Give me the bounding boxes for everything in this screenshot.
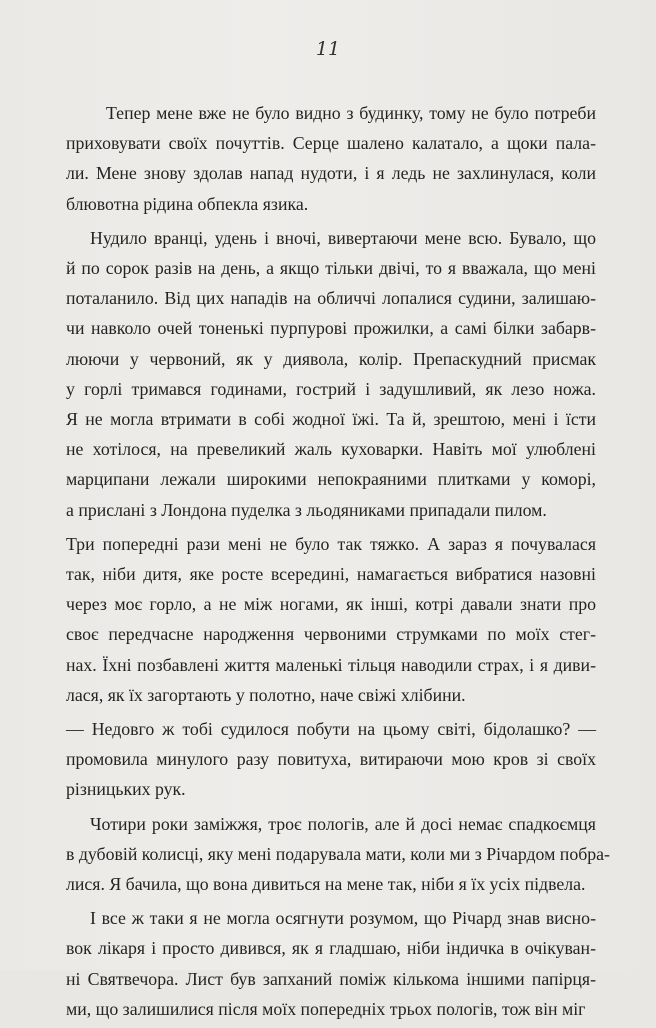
- text-line: промовила минулого разу повитуха, витираючи мою кров зі своїх: [66, 749, 596, 770]
- text-line: ми, що залишилися після моїх попередніх трьох пологів, тож він міг: [66, 998, 586, 1019]
- text-line: Нудило вранці, удень і вночі, вивертаючи мене всю. Бувало, що: [90, 227, 596, 248]
- text-line: нах. Їхні позбавлені життя маленькі тільця наводили страх, і я диви-: [66, 654, 596, 675]
- text-line: Три попередні рази мені не було так тяжко. А зараз я почувалася: [66, 533, 596, 554]
- text-line: марципани лежали широкими непокраяними плитками у коморі,: [66, 469, 596, 490]
- text-line: й по сорок разів на день, а якщо тільки двічі, то я вважала, що мені: [66, 258, 596, 279]
- paragraph: [66, 809, 610, 900]
- text-line: — Недовго ж тобі судилося побути на цьому світі, бідолашко? —: [66, 719, 596, 740]
- text-line: а прислані з Лондона пуделка з льодяниками припадали пилом.: [66, 499, 547, 520]
- text-line: через моє горло, а не між ногами, як інші, котрі давали знати про: [66, 594, 596, 615]
- paragraph: [66, 223, 596, 525]
- paragraph: [66, 529, 596, 710]
- text-line: блювотна рідина обпекла язика.: [66, 193, 309, 214]
- text-line: ні Святвечора. Лист був запханий поміж кількома іншими папірця-: [66, 968, 596, 989]
- text-line: І все ж таки я не могла осягнути розумом, що Річард знав висно-: [90, 908, 596, 929]
- text-line: ли. Мене знову здолав напад нудоти, і я ледь не захлинулася, коли: [66, 163, 596, 184]
- page-text: [66, 98, 610, 1028]
- paragraph: [66, 714, 596, 805]
- text-line: різницьких рук.: [66, 779, 186, 800]
- text-line: поталанило. Від цих нападів на обличчі лопалися судини, залишаю-: [66, 288, 596, 309]
- text-line: своє передчасне народження червоними струмками по моїх стег-: [66, 624, 596, 645]
- text-line: приховувати своїх почуттів. Серце шалено калатало, а щоки пала-: [66, 133, 596, 154]
- text-line: лася, як їх загортають у полотно, наче свіжі хлібини.: [66, 684, 466, 705]
- text-line: не хотілося, на превеликий жаль куховарки. Навіть мої улюблені: [66, 439, 596, 460]
- text-line: у горлі тримався годинами, гострий і задушливий, як лезо ножа.: [66, 378, 596, 399]
- text-line: вок лікаря і просто дивився, як я гладшаю, ніби індичка в очікуван-: [66, 938, 596, 959]
- text-line: в дубовій колисці, яку мені подарувала мати, коли ми з Річардом побра-: [66, 843, 610, 864]
- text-line: Тепер мене вже не було видно з будинку, тому не було потреби: [106, 103, 596, 123]
- text-line: Я не могла втримати в собі жодної їжі. Та й, зрештою, мені і їсти: [66, 409, 596, 430]
- text-line: люючи у червоний, як у диявола, колір. Препаскудний присмак: [66, 348, 596, 369]
- paragraph: [66, 903, 596, 1024]
- text-line: так, ніби дитя, яке росте всередині, намагається вибратися назовні: [66, 564, 596, 585]
- paragraph: [66, 98, 596, 219]
- text-line: чи навколо очей тоненькі пурпурові прожилки, а самі білки забарв-: [66, 318, 596, 339]
- page-number: 11: [315, 38, 341, 60]
- text-line: Чотири роки заміжжя, троє пологів, але й досі немає спадкоємця: [90, 813, 596, 834]
- text-line: лися. Я бачила, що вона дивиться на мене так, ніби я їх усіх підвела.: [66, 874, 586, 895]
